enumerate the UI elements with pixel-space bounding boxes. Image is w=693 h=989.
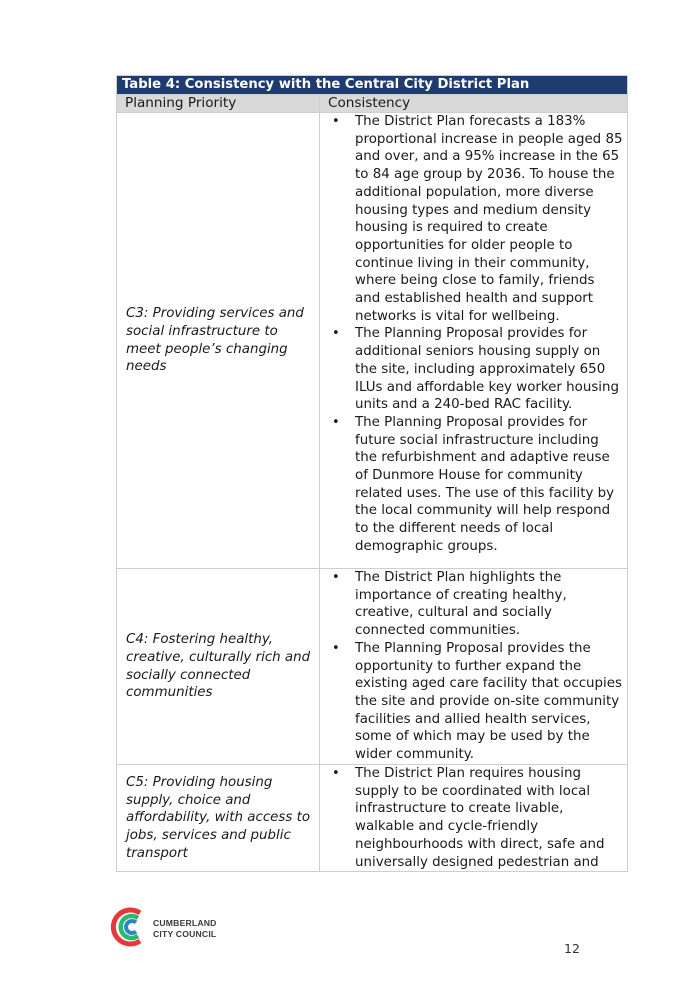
table-title: Table 4: Consistency with the Central City District Plan — [117, 76, 628, 95]
consistency-cell — [320, 113, 628, 569]
priority-cell: C3: Providing services and social infrastructure to meet people’s changing needs — [117, 113, 320, 569]
priority-cell: C5: Providing housing supply, choice and affordability, with access to jobs, services and public transport — [117, 765, 320, 872]
table-row — [117, 765, 628, 872]
table-title-row — [117, 76, 628, 95]
table-row — [117, 113, 628, 569]
table-header-row — [117, 95, 628, 113]
header-consistency: Consistency — [320, 95, 628, 113]
consistency-table — [116, 75, 628, 872]
header-planning-priority: Planning Priority — [117, 95, 320, 113]
list-item: • The District Plan highlights the importance of creating healthy, creative, cultural and socially connected communities. — [332, 569, 623, 640]
logo-line-1: CUMBERLAND — [153, 918, 217, 928]
consistency-cell — [320, 765, 628, 872]
bullet-list — [332, 765, 623, 871]
cumberland-council-logo — [110, 905, 240, 955]
bullet-list — [332, 569, 623, 764]
logo-line-2: CITY COUNCIL — [153, 928, 217, 939]
consistency-cell — [320, 569, 628, 765]
priority-cell: C4: Fostering healthy, creative, culturally rich and socially connected communities — [117, 569, 320, 765]
council-logo-icon — [110, 905, 150, 949]
list-item: • The Planning Proposal provides the opportunity to further expand the existing aged care facility that occupies the site and provide on-site community facilities and allied health services, some of which may be used by the wider community. — [332, 640, 623, 764]
list-item: • The District Plan forecasts a 183% proportional increase in people aged 85 and over, and a 95% increase in the 65 to 84 age group by 2036. To house the additional population, more diverse housing types and medium density housing is required to create opportunities for older people to continue living in their community, where being close to family, friends and established health and support networks is vital for wellbeing. — [332, 113, 623, 325]
list-item: • The Planning Proposal provides for future social infrastructure including the refurbishment and adaptive reuse of Dunmore House for community related uses. The use of this facility by the local community will help respond to the different needs of local demographic groups. — [332, 414, 623, 556]
table-row — [117, 569, 628, 765]
list-item: • The District Plan requires housing supply to be coordinated with local infrastructure to create livable, walkable and cycle-friendly neighbourhoods with direct, safe and universally designed pedestrian and — [332, 765, 623, 871]
bullet-list — [332, 113, 623, 556]
logo-wordmark — [153, 918, 217, 939]
list-item: • The Planning Proposal provides for additional seniors housing supply on the site, including approximately 650 ILUs and affordable key worker housing units and a 240-bed RAC facility. — [332, 325, 623, 414]
page-number: 12 — [564, 941, 580, 956]
